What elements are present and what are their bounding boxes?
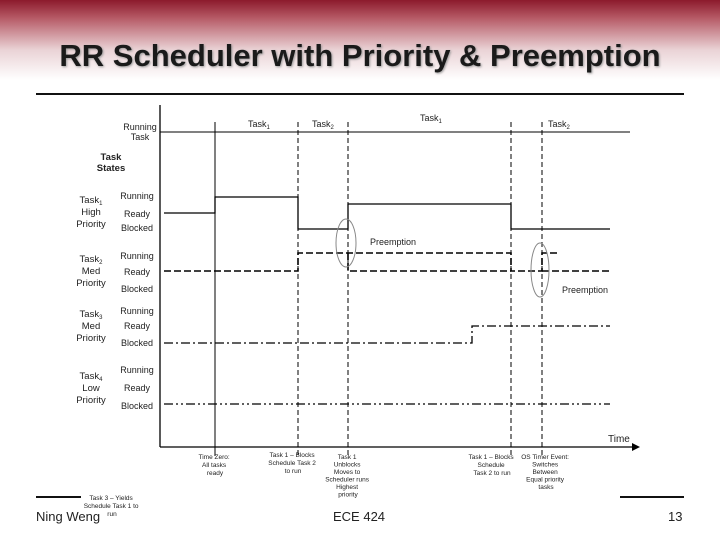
page-number: 13 <box>668 509 683 524</box>
footer-rule-left <box>36 496 81 498</box>
task1-label: Task$_1$ <box>79 195 103 207</box>
task4-label: Task$_4$ <box>79 371 103 383</box>
state-ready: Ready <box>123 209 151 219</box>
task3-priority-1: Med <box>81 321 101 332</box>
task3-priority-2: Priority <box>76 333 106 344</box>
preemption-label: Preemption <box>562 285 609 295</box>
task2-priority-2: Priority <box>76 278 106 289</box>
event-annotation: Task 1 Unblocks Moves to Scheduler runs Highest priority <box>325 454 369 499</box>
slide-title: RR Scheduler with Priority & Preemption <box>59 38 661 73</box>
state-running: Running <box>120 365 154 375</box>
state-ready: Ready <box>123 383 151 393</box>
time-axis-label: Time <box>608 434 630 445</box>
footer-course: ECE 424 <box>333 509 386 524</box>
task2-state-trace <box>348 253 511 271</box>
running-task-label-2: Task <box>130 132 150 142</box>
task3-state-trace <box>164 326 610 343</box>
state-running: Running <box>120 251 154 261</box>
preemption-label: Preemption <box>370 237 417 247</box>
footer-author: Ning Weng <box>36 509 101 524</box>
task-states-header-2: States <box>96 163 126 174</box>
task1-priority-2: Priority <box>76 219 106 230</box>
preemption-highlight <box>531 243 549 297</box>
footer-rule-right <box>620 496 684 498</box>
task2-label: Task$_2$ <box>79 254 103 266</box>
state-blocked: Blocked <box>120 401 154 411</box>
event-annotation: Time Zero: All tasks ready <box>198 454 230 477</box>
task-states-header-1: Task <box>100 152 122 163</box>
state-blocked: Blocked <box>120 223 154 233</box>
state-blocked: Blocked <box>120 338 154 348</box>
state-running: Running <box>120 306 154 316</box>
task3-label: Task$_3$ <box>79 309 103 321</box>
state-running: Running <box>120 191 154 201</box>
event-annotation: Task 1 – Blocks Schedule Task 2 to run <box>468 454 514 477</box>
top-task-label: Task$_1$ <box>420 113 442 125</box>
x-axis-arrow <box>632 443 640 451</box>
preemption-highlight <box>336 219 356 267</box>
state-ready: Ready <box>123 267 151 277</box>
task1-state-trace <box>164 197 610 229</box>
task1-priority-1: High <box>81 207 101 218</box>
top-task-label: Task$_1$ <box>248 119 270 131</box>
event-annotation: OS Timer Event: Switches Between Equal priority tasks <box>521 454 569 491</box>
top-task-label: Task$_2$ <box>548 119 570 131</box>
running-task-label-1: Running <box>123 122 157 132</box>
top-task-label: Task$_2$ <box>312 119 334 131</box>
event-annotation-task3: Task 3 – Yields Schedule Task 1 to run <box>83 495 139 518</box>
task2-priority-1: Med <box>81 266 101 277</box>
task4-priority-1: Low <box>82 383 100 394</box>
event-annotation: Task 1 – Blocks Schedule Task 2 to run <box>268 452 316 475</box>
task2-state-trace <box>164 253 560 271</box>
task4-priority-2: Priority <box>76 395 106 406</box>
state-blocked: Blocked <box>120 284 154 294</box>
state-ready: Ready <box>123 321 151 331</box>
